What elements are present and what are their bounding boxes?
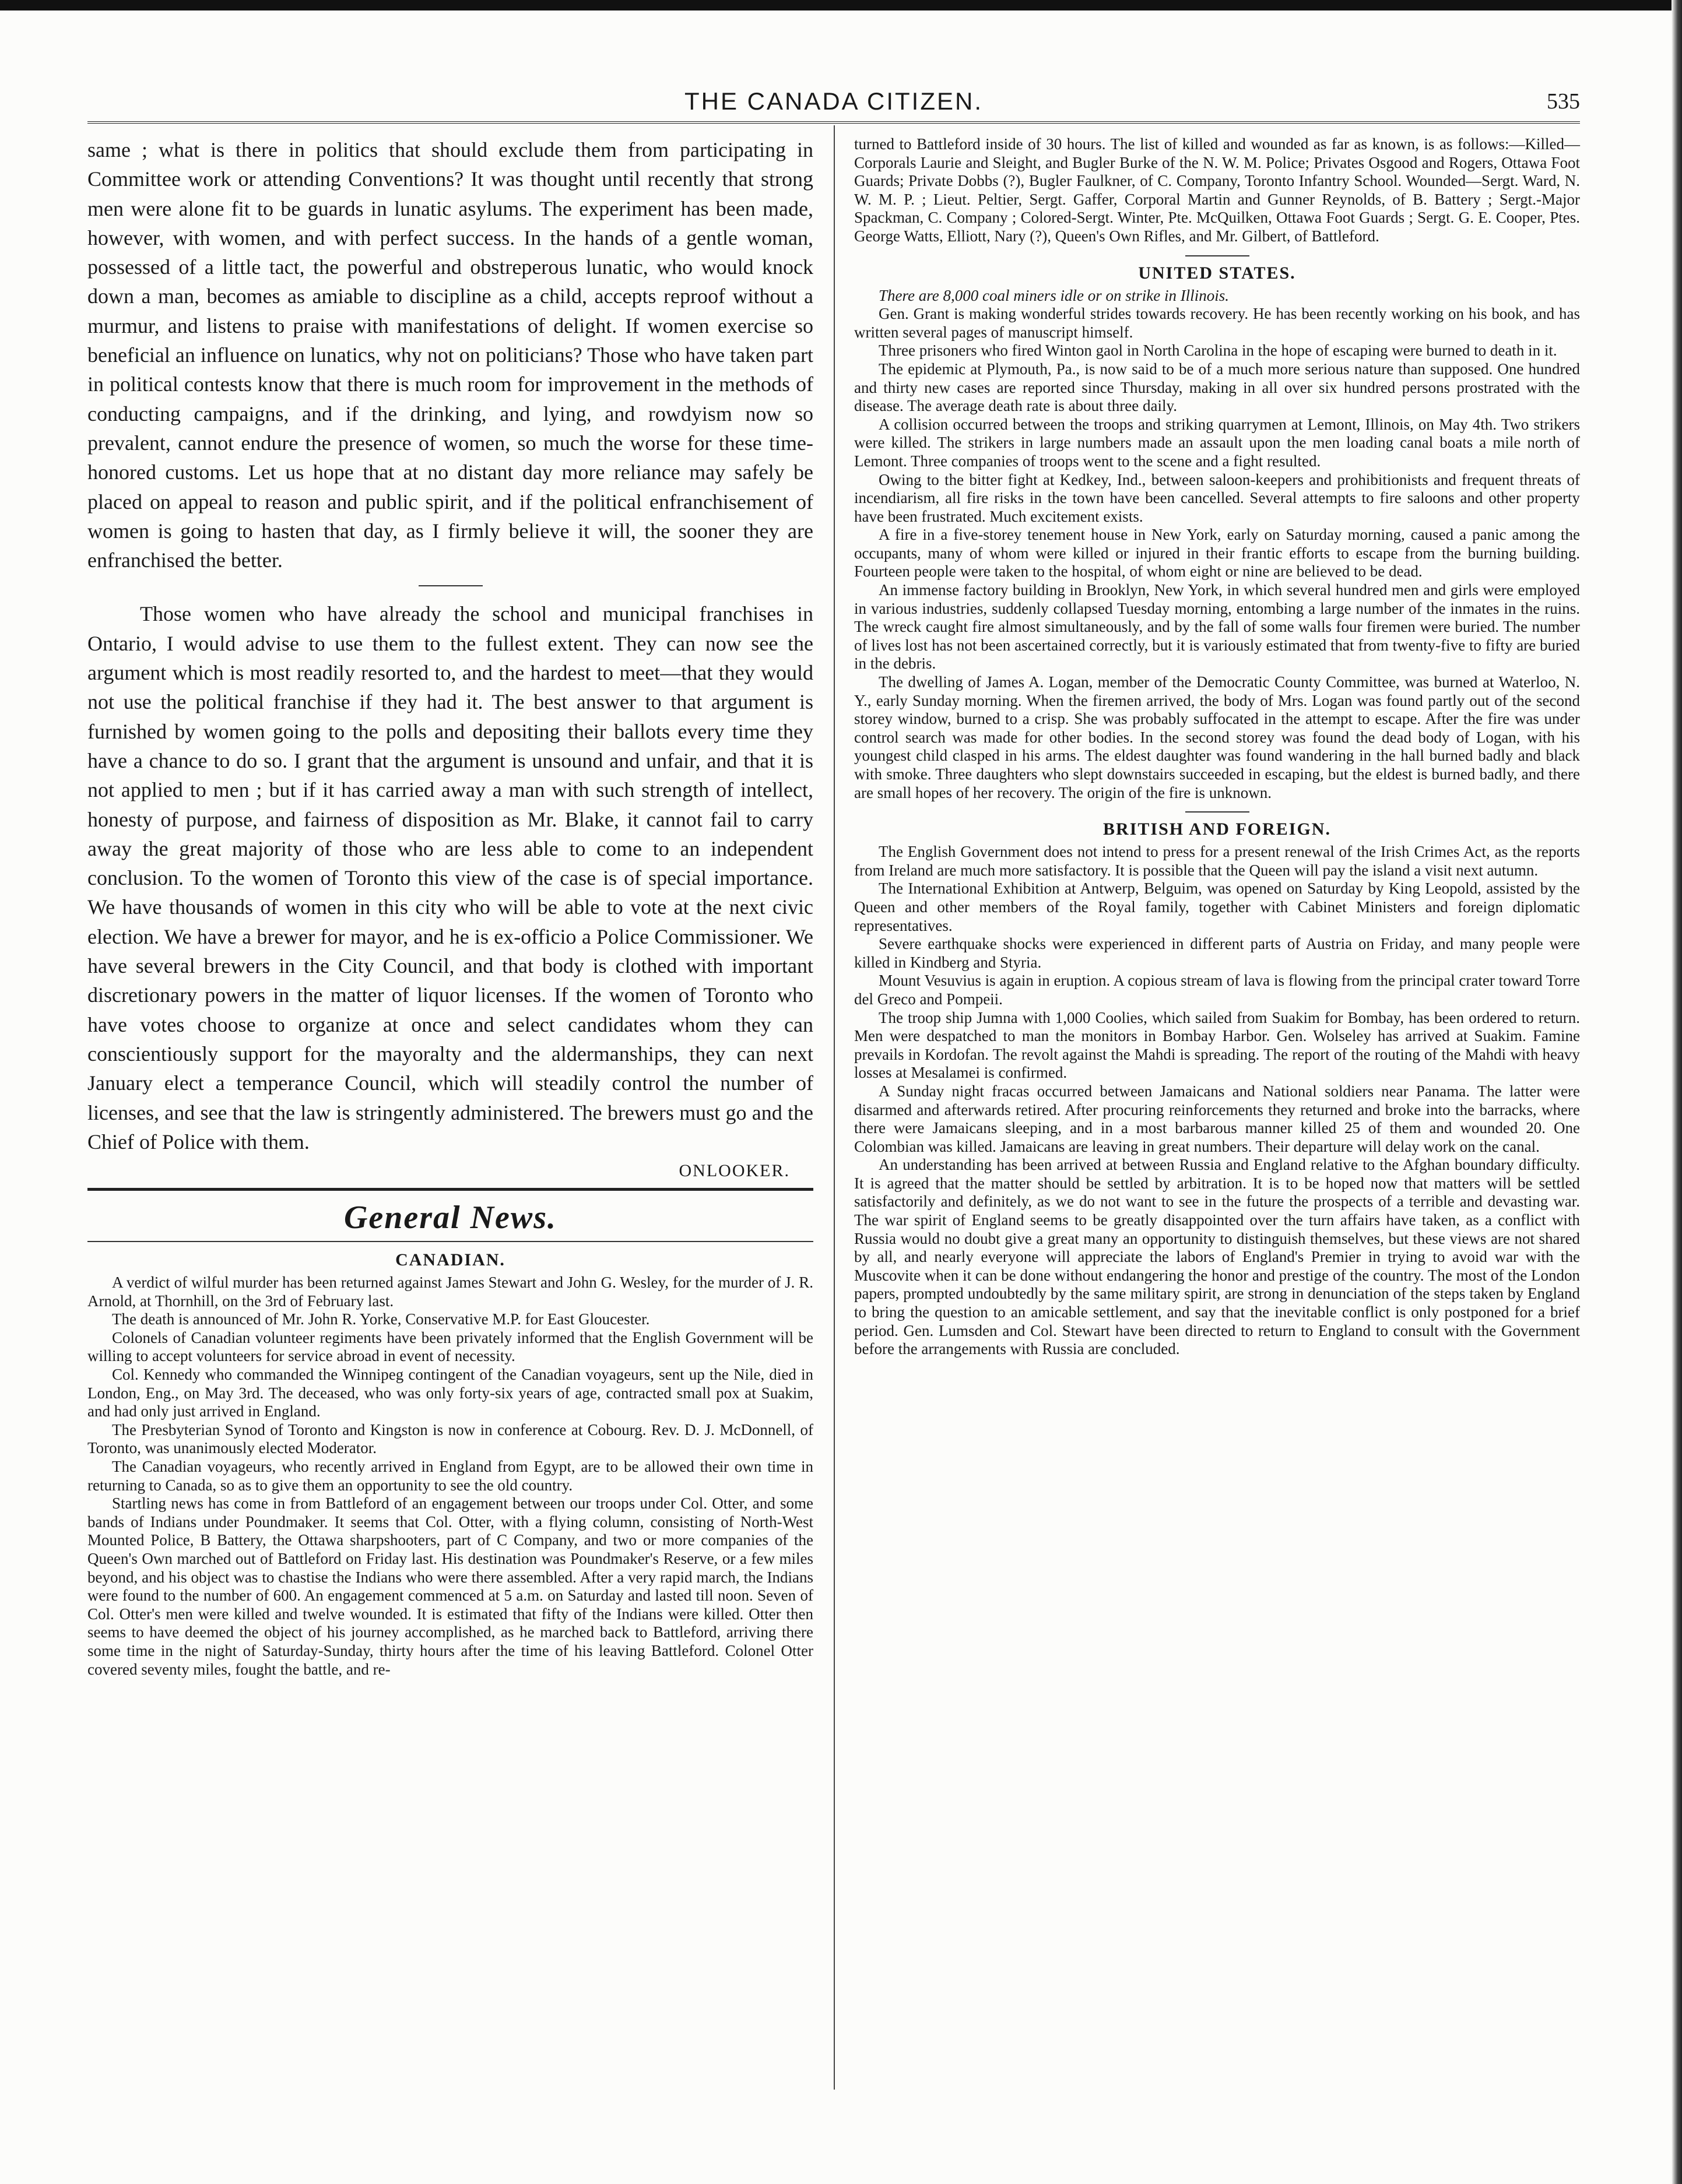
essay-paragraph: same ; what is there in politics that should exclude them from participating in Committee work or attending Conventions? It was thought until recently that strong men were alone fit to be guards in lunatic asylums. The experiment has been made, however, with women, and with perfect success. In the hands of a gentle woman, possessed of a little tact, the powerful and obstreperous lunatic, who would knock down a man, becomes as amiable to discipline as a child, accepts reproof without a murmur, and listens to praise with manifestations of delight. If women exercise so beneficial an influence on lunatics, why not on politicians? Those who have taken part in political contests know that there is much room for improvement in the methods of conducting campaigns, and if the drinking, and lying, and rowdyism now so prevalent, cannot endure the presence of women, so much the worse for these time-honored customs. Let us hope that at no distant day more reliance may safely be placed on appeal to reason and public spirit, and if the political enfranchisement of women is going to hasten that day, as I firmly believe it will, the sooner they are enfranchised the better. (87, 138, 813, 572)
heading-rule (87, 1241, 813, 1242)
heading-rule (87, 1188, 813, 1191)
news-item: Severe earthquake shocks were experienced in different parts of Austria on Friday, and many people were killed in Kindberg and Styria. (854, 935, 1580, 971)
section-divider (419, 585, 483, 586)
scan-right-edge (1672, 0, 1682, 2184)
right-column (854, 135, 1580, 1359)
canadian-continued (854, 135, 1580, 246)
news-item: An immense factory building in Brooklyn, New York, in which several hundred men and girls were employed in various industries, suddenly collapsed Tuesday morning, entombing a large number of the inmates in the ruins. The wreck caught fire almost simultaneously, and by the fall of some walls four firemen were buried. The number of lives lost has not been ascertained correctly, but it is variously estimated that from twenty-five to fifty are buried in the debris. (854, 581, 1580, 673)
header-rule (87, 121, 1580, 124)
canadian-section (87, 1250, 813, 1679)
news-item: An understanding has been arrived at between Russia and England relative to the Afghan boundary difficulty. It is agreed that the matter should be settled by arbitration. It is to be hoped now that matters will be settled satisfactorily and definitely, as we do not want to see in the future the prospects of a terrible and devasting war. The war spirit of England seems to be greatly disappointed over the turn affairs have taken, as a conflict with Russia would no doubt give a great many an opportunity to distinguish themselves, but these views are not shared by all, and nearly everyone will appreciate the labors of England's Premier in trying to avoid war with the Muscovite when it can be done without endangering the honor and prestige of the country. The most of the London papers, prompted undoubtedly by the same military spirit, are strong in denunciation of the steps taken by England to bring the question to an amicable settlement, and say that the inevitable conflict is only postponed for a brief period. Gen. Lumsden and Col. Stewart have been directed to return to England to consult with the Government before the arrangements with Russia are concluded. (854, 1156, 1580, 1358)
news-lead: There are 8,000 coal miners idle or on strike in Illinois. (879, 286, 1229, 304)
news-item: The Canadian voyageurs, who recently arrived in England from Egypt, are to be allowed their own time in returning to Canada, so as to give them an opportunity to see the old country. (87, 1458, 813, 1494)
news-item: The troop ship Jumna with 1,000 Coolies, which sailed from Suakim for Bombay, has been ordered to return. Men were despatched to man the monitors in Bombay Harbor. Gen. Wolseley has arrived at Suakim. Famine prevails in Kordofan. The revolt against the Mahdi is spreading. The report of the routing of the Mahdi with heavy losses at Mesalamei is confirmed. (854, 1008, 1580, 1082)
united-states-section (854, 263, 1580, 803)
running-header (87, 87, 1580, 122)
news-item: The death is announced of Mr. John R. Yorke, Conservative M.P. for East Gloucester. (112, 1310, 650, 1328)
essay (87, 135, 813, 1181)
section-heading-united-states: UNITED STATES. (1138, 263, 1296, 283)
column-rule (834, 125, 835, 2090)
page-number: 535 (1547, 89, 1580, 114)
news-item: Colonels of Canadian volunteer regiments have been privately informed that the English Government will be willing to accept volunteers for service abroad in event of necessity. (87, 1328, 813, 1365)
news-item: Startling news has come in from Battleford of an engagement between our troops under Col. Otter, and some bands of Indians under Poundmaker. It seems that Col. Otter, with a flying column, consisting of North-West Mounted Police, B Battery, the Ottawa sharpshooters, part of C Company, and two or more companies of the Queen's Own marched out of Battleford on Friday last. His destination was Poundmaker's Reserve, or a few miles beyond, and his object was to chastise the Indians who were there assembled. After a very rapid march, the Indians were found to the number of 600. An engagement commenced at 5 a.m. on Saturday and lasted till noon. Seven of Col. Otter's men were killed and twelve wounded. It is estimated that fifty of the Indians were killed. Otter then seems to have deemed the object of his journey accomplished, as he marched back to Battleford, arriving there some time in the night of Saturday-Sunday, thirty hours after the time of his leaving Battleford. Colonel Otter covered seventy miles, fought the battle, and re- (87, 1494, 813, 1678)
news-item: A verdict of wilful murder has been returned against James Stewart and John G. Wesley, for the murder of J. R. Arnold, at Thornhill, on the 3rd of February last. (87, 1274, 813, 1310)
essay-signature: ONLOOKER. (679, 1161, 790, 1181)
news-item: Gen. Grant is making wonderful strides towards recovery. He has been recently working on his book, and has written several pages of manuscript himself. (854, 305, 1580, 341)
news-item: Three prisoners who fired Winton gaol in North Carolina in the hope of escaping were burned to death in it. (879, 342, 1557, 360)
masthead-title: THE CANADA CITIZEN. (684, 87, 984, 115)
news-item: A fire in a five-storey tenement house in New York, early on Saturday morning, caused a panic among the occupants, many of whom were killed or injured in their frantic efforts to escape from the burning building. Fourteen people were taken to the hospital, of whom eight or nine are believed to be dead. (854, 526, 1580, 581)
news-item: Owing to the bitter fight at Kedkey, Ind., between saloon-keepers and prohibitionists and frequent threats of incendiarism, all fire risks in the town have been cancelled. Several attempts to fire saloons and other property have been frustrated. Much excitement exists. (854, 470, 1580, 525)
news-item: The Presbyterian Synod of Toronto and Kingston is now in conference at Cobourg. Rev. D. J. McDonnell, of Toronto, was unanimously elected Moderator. (87, 1420, 813, 1457)
news-item: The dwelling of James A. Logan, member of the Democratic County Committee, was burned at Waterloo, N. Y., early Sunday morning. When the firemen arrived, the body of Mrs. Logan was found partly out of the second storey window, burned to a crisp. She was probably suffocated in the attempt to escape. After the fire was under control search was made for other bodies. In the second storey was found the dead body of Logan, with his youngest child clasped in his arms. The eldest daughter was found wandering in the hall burned badly and black with smoke. Three daughters who slept downstairs succeeded in escaping, but the eldest is burned badly, and there are small hopes of her recovery. The origin of the fire is unknown. (854, 673, 1580, 801)
left-column (87, 135, 813, 1679)
news-item: A Sunday night fracas occurred between Jamaicans and National soldiers near Panama. The latter were disarmed and afterwards retired. After procuring reinforcements they returned and broke into the barracks, where there were Jamaicans sleeping, and in a most barbarous manner killed 25 of them and wounded 20. One Colombian was killed. Jamaicans are leaving in great numbers. Their departure will delay work on the canal. (854, 1082, 1580, 1155)
british-foreign-section (854, 820, 1580, 1359)
news-item: The International Exhibition at Antwerp, Belguim, was opened on Saturday by King Leopold, assisted by the Queen and other members of the Royal family, together with Cabinet Ministers and foreign diplomatic representatives. (854, 880, 1580, 934)
section-heading-british-foreign: BRITISH AND FOREIGN. (1103, 820, 1331, 839)
news-item: Mount Vesuvius is again in eruption. A copious stream of lava is flowing from the principal crater toward Torre del Greco and Pompeii. (854, 972, 1580, 1008)
news-item: The English Government does not intend to press for a present renewal of the Irish Crimes Act, as the reports from Ireland are much more satisfactory. It is possible that the Queen will pay the island a visit next autumn. (854, 843, 1580, 879)
section-divider (1185, 255, 1249, 256)
news-item: Col. Kennedy who commanded the Winnipeg contingent of the Canadian voyageurs, sent up the Nile, died in London, Eng., on May 3rd. The deceased, who was only forty-six years of age, contracted small pox at Suakim, and had only just arrived in England. (87, 1366, 813, 1420)
news-item-continued: turned to Battleford inside of 30 hours. The list of killed and wounded as far as known, is as follows:—Killed—Corporals Laurie and Sleight, and Bugler Burke of the N. W. M. Police; Privates Osgood and Rogers, Ottawa Foot Guards; Private Dobbs (?), Bugler Faulkner, of C. Company, Toronto Infantry School. Wounded—Sergt. Ward, N. W. M. P. ; Lieut. Peltier, Sergt. Gaffer, Corporal Martin and Gunner Reynolds, of B. Battery ; Sergt.-Major Spackman, C. Company ; Colored-Sergt. Winter, Pte. McQuilken, Ottawa Foot Guards ; Sergt. G. E. Cooper, Ptes. George Watts, Elliott, Nary (?), Queen's Own Rifles, and Mr. Gilbert, of Battleford. (854, 135, 1580, 245)
news-item: A collision occurred between the troops and striking quarrymen at Lemont, Illinois, on May 4th. Two strikers were killed. The strikers in large numbers made an assault upon the men loading canal boats a mile north of Lemont. Three companies of troops went to the scene and a fight resulted. (854, 415, 1580, 470)
section-divider (1185, 811, 1249, 813)
essay-paragraph: Those women who have already the school and municipal franchises in Ontario, I would advise to use them to the fullest extent. They can now see the argument which is most readily resorted to, and the hardest to meet—that they would not use the political franchise if they had it. The best answer to that argument is furnished by women going to the polls and depositing their ballots every time they have a chance to do so. I grant that the argument is unsound and unfair, and that it is not applied to men ; but if it has carried away a man with such strength of intellect, honesty of purpose, and fairness of disposition as Mr. Blake, it cannot fail to carry away the great majority of those who are less able to come to an independent conclusion. To the women of Toronto this view of the case is of special importance. We have thousands of women in this city who will be able to vote at the next civic election. We have a brewer for mayor, and he is ex-officio a Police Commissioner. We have several brewers in the City Council, and that body is clothed with important discretionary powers in the matter of liquor licenses. If the women of Toronto who have votes choose to organize at once and select candidates whom they can conscientiously support for the mayoralty and the aldermanships, they can next January elect a temperance Council, which will steadily control the number of licenses, and see that the law is stringently administered. The brewers must go and the Chief of Police with them. (87, 602, 813, 1153)
section-heading-canadian: CANADIAN. (395, 1250, 505, 1270)
general-news-title: General News. (343, 1200, 557, 1236)
scan-top-border (0, 0, 1682, 10)
news-item: The epidemic at Plymouth, Pa., is now said to be of a much more serious nature than supposed. One hundred and thirty new cases are reported since Thursday, making in all over six hundred persons prostrated with the disease. The average death rate is about three daily. (854, 360, 1580, 415)
